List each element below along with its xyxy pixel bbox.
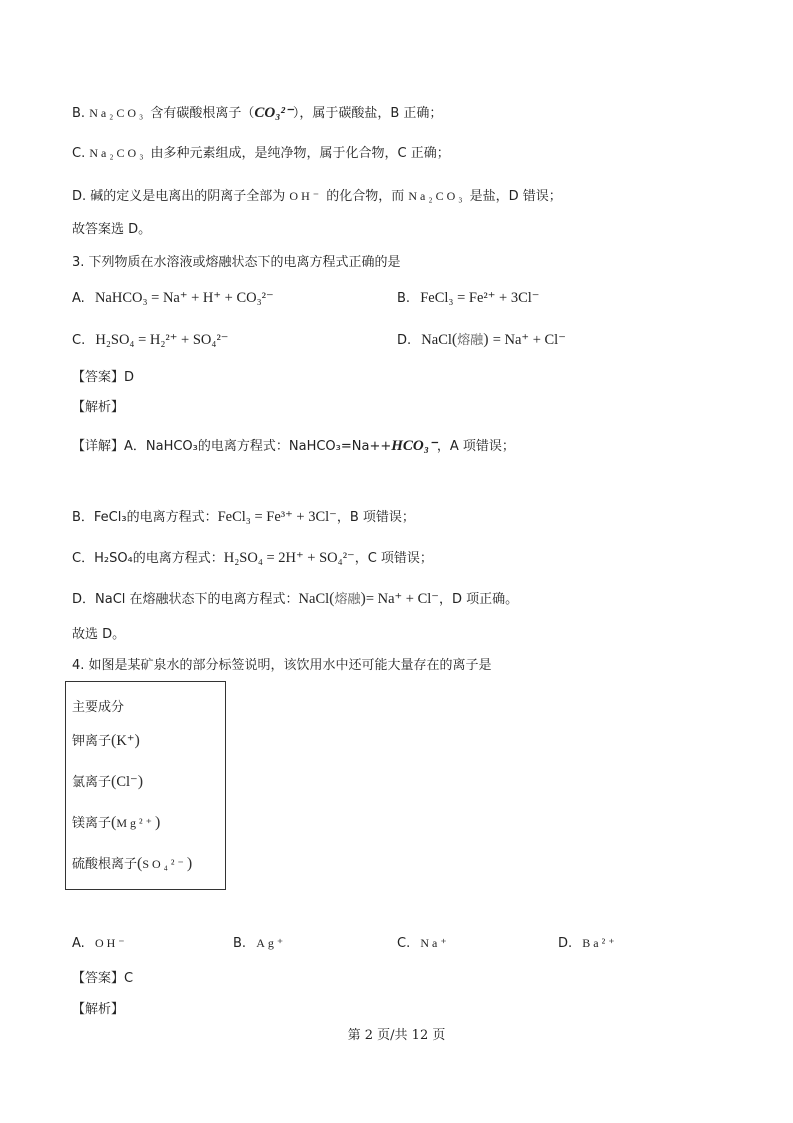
molten-condition: 熔融 <box>334 592 361 607</box>
molten-condition: 熔融 <box>457 333 484 348</box>
q4-option-d <box>558 933 618 954</box>
detail-d-products: = Na⁺ + Cl⁻ <box>365 591 439 607</box>
answer-pick-d: 故答案选 D。 <box>72 222 152 237</box>
detail-d <box>72 589 518 610</box>
ion-name: 钾离子 <box>72 734 112 749</box>
left-paren: ( <box>111 773 117 790</box>
detail-c-end: ，C 项错误； <box>354 551 433 566</box>
option-label: B. <box>397 291 411 306</box>
left-paren: ( <box>451 331 458 348</box>
line-c-end: 由多种元素组成，是纯净物，属于化合物，C 正确； <box>150 146 450 161</box>
detail-a <box>72 436 515 457</box>
question-4: 4. 如图是某矿泉水的部分标签说明，该饮用水中还可能大量存在的离子是 <box>72 658 492 673</box>
detail-d-text: D．NaCl 在熔融状态下的电离方程式： <box>72 592 299 607</box>
detail-b-end: ，B 项错误； <box>336 510 415 525</box>
carbonate-ion: CO₃²⁻ <box>254 105 293 121</box>
detail-b-equation: FeCl₃ = Fe³⁺ + 3Cl⁻ <box>217 509 337 525</box>
detail-a-end: ，A 项错误； <box>436 439 515 454</box>
q3-option-a <box>72 288 274 309</box>
line-d-end: 是盐，D 错误； <box>469 189 562 204</box>
q3-option-b <box>397 288 539 309</box>
option-label: A. <box>72 936 85 951</box>
right-paren: ) <box>137 773 144 790</box>
line-c-prefix: C. <box>72 146 90 161</box>
hydroxide-ion: OH⁻ <box>289 189 323 203</box>
line-d <box>72 186 562 207</box>
left-paren: ( <box>329 590 335 607</box>
na2co3-formula: Na₂CO₃ <box>89 146 147 160</box>
right-paren: ) <box>154 814 161 831</box>
line-b-mid: 含有碳酸根离子（ <box>150 106 255 121</box>
na2co3-formula: Na₂CO₃ <box>89 106 147 120</box>
option-label: D. <box>397 333 412 348</box>
option-ion: Na⁺ <box>420 936 450 950</box>
na2co3-formula: Na₂CO₃ <box>408 189 466 203</box>
q4-option-c <box>397 933 450 954</box>
q3-option-d <box>397 330 566 351</box>
option-label: C. <box>72 333 86 348</box>
detail-c-text: C．H₂SO₄的电离方程式： <box>72 551 224 566</box>
line-b-prefix: B. <box>72 106 90 121</box>
q3-pick: 故选 D。 <box>72 627 126 642</box>
label-row-potassium <box>72 730 140 750</box>
q4-analysis: 【解析】 <box>72 1002 125 1017</box>
ion-symbol: Mg²⁺ <box>116 816 155 830</box>
detail-d-end: ，D 项正确。 <box>438 592 519 607</box>
line-b-end: ），属于碳酸盐，B 正确； <box>292 106 443 121</box>
ion-name: 硫酸根离子 <box>72 857 138 872</box>
detail-b <box>72 507 415 528</box>
detail-c <box>72 548 433 569</box>
option-label: D. <box>558 936 573 951</box>
option-label: B. <box>233 936 247 951</box>
mineral-water-label <box>65 681 226 890</box>
option-equation-products: = Na⁺ + Cl⁻ <box>492 332 566 348</box>
option-ion: Ba²⁺ <box>582 936 618 950</box>
q4-option-b <box>233 933 286 954</box>
option-label: C. <box>397 936 411 951</box>
label-title: 主要成分 <box>72 700 125 715</box>
option-ion: Ag⁺ <box>256 936 287 950</box>
label-row-magnesium <box>72 812 160 832</box>
option-equation-formula: NaCl <box>421 332 452 348</box>
option-equation: FeCl₃ = Fe²⁺ + 3Cl⁻ <box>420 290 540 306</box>
right-paren: ) <box>483 331 489 348</box>
q3-analysis: 【解析】 <box>72 400 125 415</box>
q4-option-a <box>72 933 128 954</box>
detail-b-text: B．FeCl₃的电离方程式： <box>72 510 218 525</box>
label-row-chloride <box>72 771 143 791</box>
line-d-mid: 的化合物，而 <box>326 189 405 204</box>
left-paren: ( <box>111 814 117 831</box>
bicarbonate-ion: HCO₃⁻ <box>391 438 437 454</box>
right-paren: ) <box>134 732 140 749</box>
ion-symbol: K⁺ <box>116 733 135 749</box>
ion-symbol: SO₄²⁻ <box>142 857 187 871</box>
line-c <box>72 143 450 164</box>
line-d-prefix: D. 碱的定义是电离出的阴离子全部为 <box>72 189 286 204</box>
q4-answer: 【答案】C <box>72 971 134 986</box>
left-paren: ( <box>111 732 117 749</box>
detail-c-equation: H₂SO₄ = 2H⁺ + SO₄²⁻ <box>223 550 355 566</box>
q3-option-c <box>72 330 228 351</box>
option-equation: H₂SO₄ = H₂²⁺ + SO₄²⁻ <box>95 332 229 348</box>
option-ion: OH⁻ <box>94 936 128 950</box>
ion-symbol: Cl⁻ <box>116 774 138 790</box>
detail-d-formula: NaCl <box>298 591 330 607</box>
line-b <box>72 103 442 124</box>
q3-answer: 【答案】D <box>72 370 135 385</box>
question-3: 3. 下列物质在水溶液或熔融状态下的电离方程式正确的是 <box>72 255 401 270</box>
ion-name: 镁离子 <box>72 816 112 831</box>
option-equation: NaHCO₃ = Na⁺ + H⁺ + CO₃²⁻ <box>94 290 274 306</box>
page-footer: 第 2 页/共 12 页 <box>347 1028 446 1043</box>
option-label: A. <box>72 291 85 306</box>
ion-name: 氯离子 <box>72 775 112 790</box>
label-row-sulfate <box>72 853 192 873</box>
right-paren: ) <box>360 590 366 607</box>
detail-a-text: 【详解】A．NaHCO₃的电离方程式：NaHCO₃=Na++ <box>72 439 392 454</box>
right-paren: ) <box>186 855 193 872</box>
left-paren: ( <box>137 855 143 872</box>
